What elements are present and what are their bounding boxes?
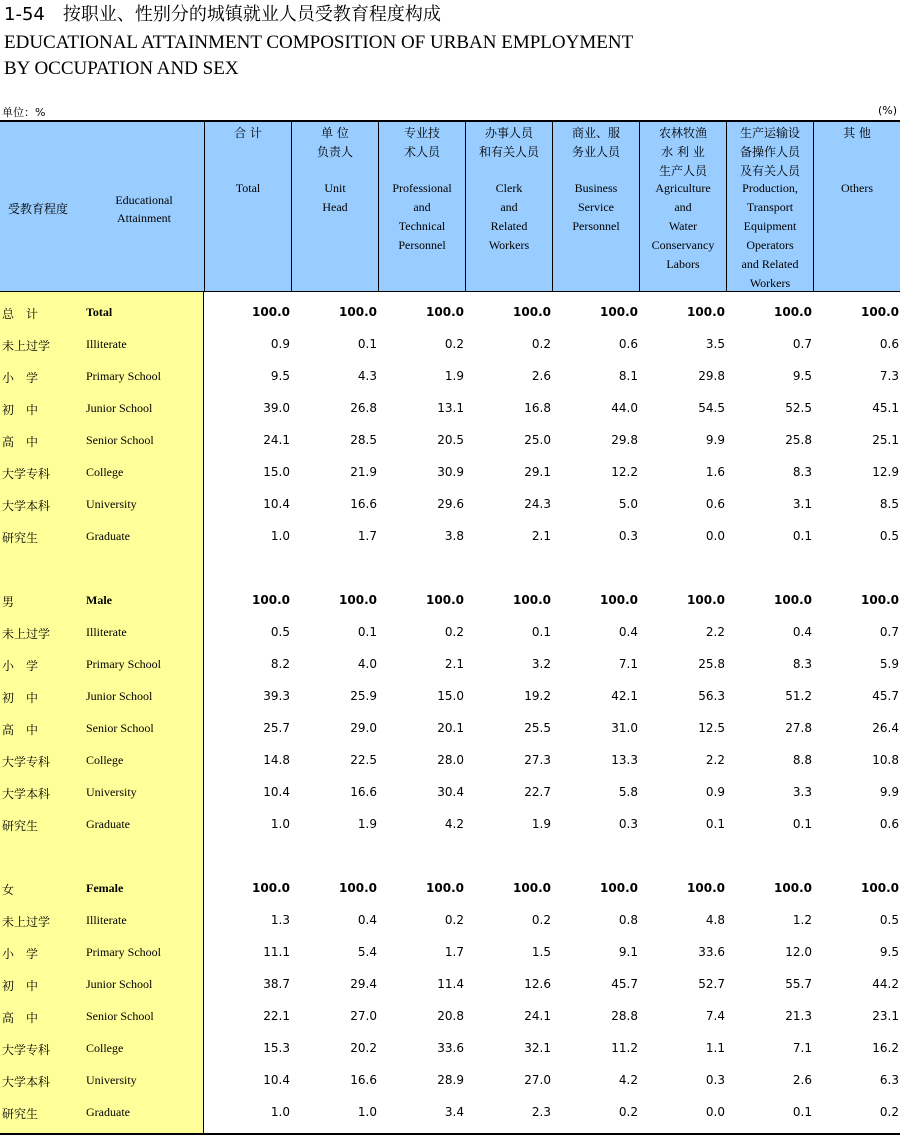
table-cell: 27.8	[785, 721, 812, 735]
table-cell: 0.6	[618, 337, 638, 351]
table-cell: 9.9	[705, 433, 725, 447]
column-header-en: Production, Transport Equipment Operators and Related Workers	[741, 181, 799, 290]
table-cell: 2.1	[444, 657, 464, 671]
table-cell: 100.0	[339, 305, 377, 319]
row-label-zh: 总 计	[2, 307, 39, 321]
table-cell: 8.1	[618, 369, 638, 383]
table-cell: 4.0	[357, 657, 377, 671]
table-cell: 3.2	[531, 657, 551, 671]
table-bottom-rule	[0, 1133, 900, 1135]
table-cell: 15.0	[437, 689, 464, 703]
table-cell: 0.1	[792, 1105, 812, 1119]
table-cell: 0.6	[879, 817, 899, 831]
table-cell: 0.2	[879, 1105, 899, 1119]
table-cell: 16.8	[524, 401, 551, 415]
row-label-en: Graduate	[86, 817, 130, 831]
row-label-zh: 未上过学	[2, 339, 51, 353]
row-label-en: University	[86, 785, 137, 799]
row-label-zh: 未上过学	[2, 915, 51, 929]
table-cell: 0.1	[792, 529, 812, 543]
table-cell: 100.0	[774, 305, 812, 319]
row-label-en: Junior School	[86, 401, 153, 415]
row-label-en: Primary School	[86, 369, 161, 383]
unit-label-en: (%)	[877, 104, 897, 117]
table-cell: 5.9	[879, 657, 899, 671]
row-label-en: College	[86, 1041, 124, 1055]
row-label-zh: 研究生	[2, 819, 39, 833]
table-cell: 38.7	[263, 977, 290, 991]
table-cell: 0.4	[792, 625, 812, 639]
row-label-zh: 未上过学	[2, 627, 51, 641]
row-label-en: Graduate	[86, 529, 130, 543]
row-label-en: University	[86, 497, 137, 511]
table-cell: 54.5	[698, 401, 725, 415]
table-cell: 0.3	[618, 529, 638, 543]
table-cell: 25.7	[263, 721, 290, 735]
table-row	[0, 713, 900, 745]
table-cell: 11.2	[611, 1041, 638, 1055]
table-cell: 25.9	[350, 689, 377, 703]
row-label-zh: 大学本科	[2, 499, 51, 513]
table-cell: 44.2	[872, 977, 899, 991]
row-label-en: Senior School	[86, 433, 154, 447]
table-cell: 0.1	[531, 625, 551, 639]
table-cell: 2.6	[531, 369, 551, 383]
table-row	[0, 585, 900, 617]
table-cell: 12.2	[611, 465, 638, 479]
table-cell: 20.2	[350, 1041, 377, 1055]
table-cell: 11.4	[437, 977, 464, 991]
row-label-en: College	[86, 465, 124, 479]
table-cell: 9.9	[879, 785, 899, 799]
table-cell: 1.7	[444, 945, 464, 959]
table-cell: 33.6	[437, 1041, 464, 1055]
table-cell: 28.8	[611, 1009, 638, 1023]
table-cell: 0.7	[792, 337, 812, 351]
table-cell: 9.1	[618, 945, 638, 959]
table-cell: 20.5	[437, 433, 464, 447]
column-header	[552, 122, 639, 292]
table-cell: 23.1	[872, 1009, 899, 1023]
table-row	[0, 361, 900, 393]
table-cell: 100.0	[513, 593, 551, 607]
table-cell: 8.5	[879, 497, 899, 511]
row-label-zh: 大学本科	[2, 1075, 51, 1089]
table-cell: 0.5	[879, 529, 899, 543]
table-cell: 0.0	[705, 529, 725, 543]
table-cell: 2.6	[792, 1073, 812, 1087]
table-cell: 0.3	[618, 817, 638, 831]
column-header-en: Business Service Personnel	[572, 181, 620, 233]
table-cell: 31.0	[611, 721, 638, 735]
column-header-zh: 其 他	[843, 126, 871, 140]
table-cell: 16.6	[350, 497, 377, 511]
table-cell: 30.4	[437, 785, 464, 799]
row-label-en: Illiterate	[86, 913, 127, 927]
table-cell: 15.0	[263, 465, 290, 479]
row-label-en: Junior School	[86, 689, 153, 703]
table-cell: 8.2	[270, 657, 290, 671]
table-row	[0, 649, 900, 681]
table-cell: 45.1	[872, 401, 899, 415]
table-cell: 100.0	[687, 305, 725, 319]
table-cell: 9.5	[879, 945, 899, 959]
table-cell: 25.5	[524, 721, 551, 735]
table-cell: 44.0	[611, 401, 638, 415]
table-row	[0, 297, 900, 329]
table-cell: 1.0	[270, 1105, 290, 1119]
table-cell: 11.1	[263, 945, 290, 959]
table-cell: 7.1	[618, 657, 638, 671]
row-label-zh: 初 中	[2, 979, 39, 993]
table-header	[0, 120, 900, 292]
table-cell: 0.1	[705, 817, 725, 831]
table-cell: 12.6	[524, 977, 551, 991]
table-cell: 56.3	[698, 689, 725, 703]
table-cell: 100.0	[687, 593, 725, 607]
table-cell: 9.5	[270, 369, 290, 383]
row-label-zh: 男	[2, 595, 15, 609]
table-cell: 10.4	[263, 497, 290, 511]
column-header	[813, 122, 900, 292]
table-cell: 4.8	[705, 913, 725, 927]
table-cell: 100.0	[600, 305, 638, 319]
table-cell: 19.2	[524, 689, 551, 703]
table-cell: 100.0	[252, 593, 290, 607]
table-cell: 1.0	[270, 817, 290, 831]
table-cell: 16.6	[350, 1073, 377, 1087]
table-cell: 0.5	[270, 625, 290, 639]
table-cell: 100.0	[513, 881, 551, 895]
table-cell: 3.1	[792, 497, 812, 511]
column-header-en: Professional and Technical Personnel	[392, 181, 452, 252]
table-cell: 100.0	[600, 593, 638, 607]
table-cell: 21.3	[785, 1009, 812, 1023]
table-cell: 5.0	[618, 497, 638, 511]
table-cell: 1.5	[531, 945, 551, 959]
table-row	[0, 489, 900, 521]
table-cell: 9.5	[792, 369, 812, 383]
table-cell: 28.5	[350, 433, 377, 447]
row-label-en: Primary School	[86, 945, 161, 959]
table-cell: 100.0	[426, 881, 464, 895]
column-header	[726, 122, 813, 292]
column-header-en: Total	[235, 181, 261, 195]
row-label-en: Total	[86, 305, 113, 319]
row-label-zh: 大学专科	[2, 467, 51, 481]
page-title-en-line1: EDUCATIONAL ATTAINMENT COMPOSITION OF URBAN EMPLOYMENT	[4, 32, 634, 53]
table-cell: 30.9	[437, 465, 464, 479]
table-cell: 100.0	[252, 881, 290, 895]
row-label-zh: 女	[2, 883, 15, 897]
row-label-zh: 小 学	[2, 659, 39, 673]
row-label-zh: 大学本科	[2, 787, 51, 801]
table-cell: 100.0	[600, 881, 638, 895]
table-cell: 27.0	[524, 1073, 551, 1087]
table-cell: 13.3	[611, 753, 638, 767]
table-cell: 1.9	[357, 817, 377, 831]
table-cell: 22.5	[350, 753, 377, 767]
table-cell: 100.0	[513, 305, 551, 319]
table-cell: 0.6	[879, 337, 899, 351]
table-cell: 8.8	[792, 753, 812, 767]
table-cell: 20.1	[437, 721, 464, 735]
table-cell: 100.0	[426, 593, 464, 607]
table-cell: 0.2	[531, 337, 551, 351]
table-cell: 0.2	[618, 1105, 638, 1119]
table-cell: 55.7	[785, 977, 812, 991]
table-cell: 0.1	[792, 817, 812, 831]
table-cell: 16.6	[350, 785, 377, 799]
table-cell: 52.7	[698, 977, 725, 991]
table-cell: 0.2	[444, 913, 464, 927]
table-cell: 22.7	[524, 785, 551, 799]
row-label-zh: 研究生	[2, 531, 39, 545]
table-cell: 6.3	[879, 1073, 899, 1087]
table-cell: 8.3	[792, 465, 812, 479]
table-row	[0, 1033, 900, 1065]
table-row	[0, 457, 900, 489]
table-cell: 100.0	[687, 881, 725, 895]
table-cell: 29.4	[350, 977, 377, 991]
table-row	[0, 809, 900, 841]
table-cell: 4.2	[618, 1073, 638, 1087]
table-cell: 27.0	[350, 1009, 377, 1023]
column-header-en: Clerk and Related Workers	[488, 181, 530, 252]
row-label-zh: 小 学	[2, 947, 39, 961]
row-label-en: Male	[86, 593, 112, 607]
stub-header-en: Educational Attainment	[115, 193, 173, 225]
table-cell: 2.2	[705, 753, 725, 767]
table-cell: 26.4	[872, 721, 899, 735]
row-label-en: College	[86, 753, 124, 767]
column-header-en: Others	[841, 181, 873, 195]
table-cell: 5.8	[618, 785, 638, 799]
table-cell: 25.0	[524, 433, 551, 447]
row-label-zh: 初 中	[2, 403, 39, 417]
column-header	[465, 122, 552, 292]
table-cell: 21.9	[350, 465, 377, 479]
table-cell: 29.6	[437, 497, 464, 511]
row-label-zh: 研究生	[2, 1107, 39, 1121]
table-cell: 24.1	[263, 433, 290, 447]
column-header-zh: 单 位 负责人	[316, 126, 353, 159]
page-title-en-line2: BY OCCUPATION AND SEX	[4, 58, 239, 79]
table-cell: 4.3	[357, 369, 377, 383]
table-cell: 7.3	[879, 369, 899, 383]
table-cell: 3.8	[444, 529, 464, 543]
table-row	[0, 1097, 900, 1129]
column-header	[204, 122, 291, 292]
column-header	[291, 122, 378, 292]
table-cell: 0.7	[879, 625, 899, 639]
column-header-zh: 生产运输设 备操作人员 及有关人员	[739, 126, 800, 178]
table-cell: 1.9	[444, 369, 464, 383]
table-cell: 42.1	[611, 689, 638, 703]
table-row	[0, 681, 900, 713]
table-cell: 100.0	[339, 881, 377, 895]
row-label-en: Senior School	[86, 1009, 154, 1023]
table-row	[0, 1001, 900, 1033]
column-header-zh: 商业、服 务业人员	[571, 126, 620, 159]
table-cell: 39.3	[263, 689, 290, 703]
row-label-en: Senior School	[86, 721, 154, 735]
table-cell: 32.1	[524, 1041, 551, 1055]
table-row	[0, 777, 900, 809]
table-cell: 14.8	[263, 753, 290, 767]
table-cell: 0.2	[444, 337, 464, 351]
table-cell: 1.2	[792, 913, 812, 927]
table-cell: 1.3	[270, 913, 290, 927]
table-cell: 29.0	[350, 721, 377, 735]
table-cell: 12.5	[698, 721, 725, 735]
table-row	[0, 521, 900, 553]
table-cell: 7.4	[705, 1009, 725, 1023]
table-cell: 25.8	[785, 433, 812, 447]
table-cell: 13.1	[437, 401, 464, 415]
table-cell: 10.4	[263, 1073, 290, 1087]
row-label-en: Illiterate	[86, 625, 127, 639]
table-cell: 100.0	[774, 881, 812, 895]
table-row	[0, 393, 900, 425]
stub-header-zh: 受教育程度	[8, 202, 69, 216]
table-row	[0, 969, 900, 1001]
table-cell: 100.0	[426, 305, 464, 319]
table-cell: 1.1	[705, 1041, 725, 1055]
table-cell: 27.3	[524, 753, 551, 767]
table-cell: 45.7	[872, 689, 899, 703]
table-cell: 100.0	[861, 593, 899, 607]
row-label-zh: 大学专科	[2, 755, 51, 769]
table-cell: 16.2	[872, 1041, 899, 1055]
column-header-en: Agriculture and Water Conservancy Labors	[651, 181, 715, 271]
table-row	[0, 329, 900, 361]
table-cell: 28.0	[437, 753, 464, 767]
table-cell: 2.3	[531, 1105, 551, 1119]
table-cell: 28.9	[437, 1073, 464, 1087]
row-label-zh: 高 中	[2, 435, 39, 449]
table-cell: 22.1	[263, 1009, 290, 1023]
table-cell: 52.5	[785, 401, 812, 415]
row-label-en: Primary School	[86, 657, 161, 671]
row-label-en: Graduate	[86, 1105, 130, 1119]
table-cell: 12.0	[785, 945, 812, 959]
table-cell: 0.9	[705, 785, 725, 799]
table-cell: 0.8	[618, 913, 638, 927]
table-cell: 15.3	[263, 1041, 290, 1055]
row-label-zh: 高 中	[2, 723, 39, 737]
table-cell: 12.9	[872, 465, 899, 479]
table-row	[0, 425, 900, 457]
table-cell: 0.9	[270, 337, 290, 351]
table-cell: 24.3	[524, 497, 551, 511]
table-cell: 0.1	[357, 337, 377, 351]
table-cell: 2.1	[531, 529, 551, 543]
table-cell: 4.2	[444, 817, 464, 831]
table-cell: 0.4	[357, 913, 377, 927]
table-row	[0, 617, 900, 649]
table-cell: 100.0	[861, 305, 899, 319]
table-cell: 100.0	[774, 593, 812, 607]
unit-label: 单位：%	[2, 106, 46, 119]
row-label-zh: 高 中	[2, 1011, 39, 1025]
table-cell: 0.6	[705, 497, 725, 511]
table-cell: 0.3	[705, 1073, 725, 1087]
table-cell: 0.1	[357, 625, 377, 639]
table-cell: 7.1	[792, 1041, 812, 1055]
table-cell: 29.8	[698, 369, 725, 383]
table-cell: 8.3	[792, 657, 812, 671]
table-cell: 51.2	[785, 689, 812, 703]
table-cell: 3.5	[705, 337, 725, 351]
column-header-zh: 专业技 术人员	[403, 126, 440, 159]
table-cell: 0.2	[531, 913, 551, 927]
table-cell: 100.0	[252, 305, 290, 319]
table-cell: 5.4	[357, 945, 377, 959]
table-cell: 0.0	[705, 1105, 725, 1119]
table-cell: 1.0	[270, 529, 290, 543]
table-cell: 1.6	[705, 465, 725, 479]
row-label-zh: 初 中	[2, 691, 39, 705]
table-cell: 33.6	[698, 945, 725, 959]
table-cell: 39.0	[263, 401, 290, 415]
table-cell: 20.8	[437, 1009, 464, 1023]
row-label-en: Junior School	[86, 977, 153, 991]
column-header-zh: 办事人员 和有关人员	[478, 126, 539, 159]
table-cell: 0.2	[444, 625, 464, 639]
table-cell: 29.1	[524, 465, 551, 479]
table-cell: 3.3	[792, 785, 812, 799]
table-cell: 25.1	[872, 433, 899, 447]
table-cell: 45.7	[611, 977, 638, 991]
row-label-en: University	[86, 1073, 137, 1087]
table-cell: 10.8	[872, 753, 899, 767]
table-cell: 100.0	[861, 881, 899, 895]
table-cell: 10.4	[263, 785, 290, 799]
table-row	[0, 905, 900, 937]
table-cell: 1.9	[531, 817, 551, 831]
table-cell: 1.7	[357, 529, 377, 543]
page-title-zh: 1-54 按职业、性别分的城镇就业人员受教育程度构成	[4, 4, 441, 25]
table-cell: 24.1	[524, 1009, 551, 1023]
column-header-en: Unit Head	[322, 181, 348, 214]
table-cell: 29.8	[611, 433, 638, 447]
table-cell: 0.5	[879, 913, 899, 927]
row-label-zh: 大学专科	[2, 1043, 51, 1057]
table-cell: 25.8	[698, 657, 725, 671]
column-header	[378, 122, 465, 292]
column-header-zh: 农林牧渔 水 利 业 生产人员	[658, 126, 707, 178]
row-label-zh: 小 学	[2, 371, 39, 385]
row-label-en: Female	[86, 881, 124, 895]
table-cell: 3.4	[444, 1105, 464, 1119]
row-label-en: Illiterate	[86, 337, 127, 351]
table-cell: 2.2	[705, 625, 725, 639]
table-row	[0, 937, 900, 969]
table-row	[0, 745, 900, 777]
column-header-zh: 合 计	[234, 126, 262, 140]
column-header	[639, 122, 726, 292]
table-row	[0, 1065, 900, 1097]
table-cell: 26.8	[350, 401, 377, 415]
table-cell: 0.4	[618, 625, 638, 639]
table-row	[0, 873, 900, 905]
table-cell: 1.0	[357, 1105, 377, 1119]
table-cell: 100.0	[339, 593, 377, 607]
